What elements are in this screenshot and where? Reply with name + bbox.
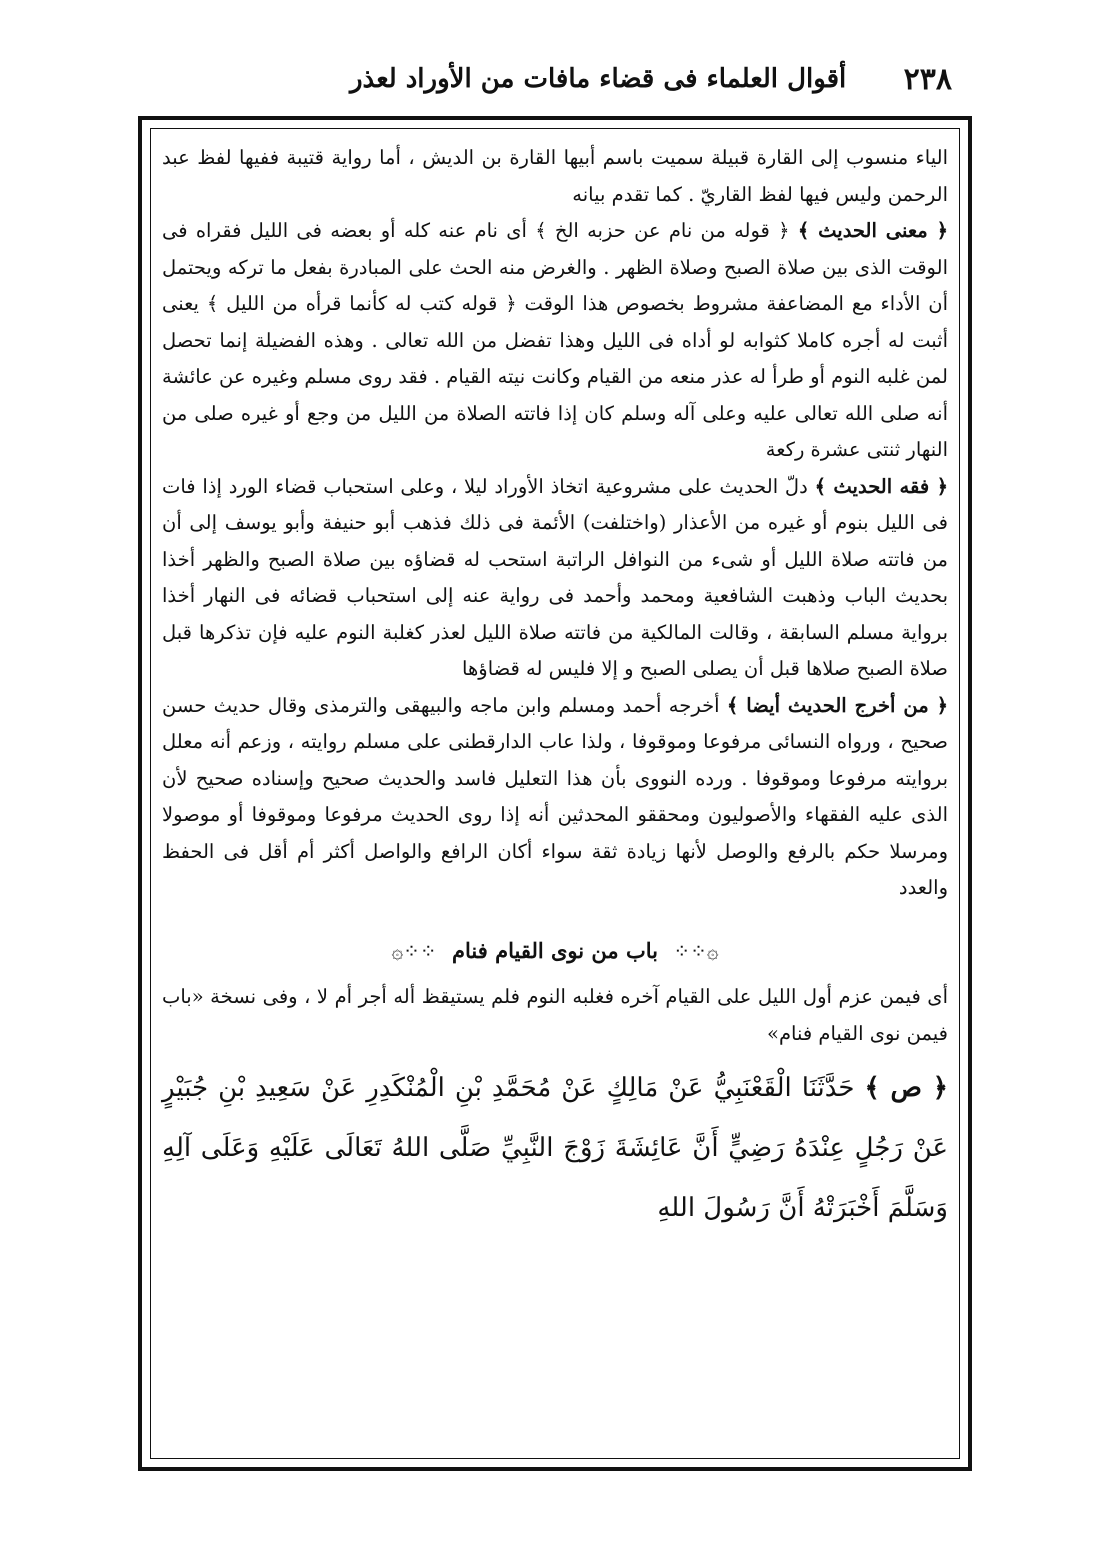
heading-takhrij: ﴿ من أخرج الحديث أيضا ﴾ [726, 693, 949, 717]
heading-meaning-of-hadith: ﴿ معنى الحديث ﴾ [797, 219, 949, 242]
ornament-right: ۞⁘⁘ [673, 938, 719, 963]
heading-fiqh-of-hadith: ﴿ فقه الحديث ﴾ [814, 474, 948, 498]
text-takhrij: أخرجه أحمد ومسلم وابن ماجه والبيهقى والترمذى وقال حديث حسن صحيح ، ورواه النسائى مرفوعا وموقوفا ، ولذا عاب الدارقطنى على مسلم روايته ، وزعم أنه معلل بروايته مرفوعا وموقوفا . ورده النووى بأن هذا التعليل فاسد والحديث صحيح وإسناده صحيح لأن الذى عليه الفقهاء والأصوليون ومحققو المحدثين أنه إذا روى الحديث مرفوعا وموقوفا أو موصولا ومرسلا حكم بالرفع والوصل لأنها زيادة ثقة سواء أكان الرافع والواصل أكثر أم أقل فى الحفظ والعدد [162, 693, 948, 899]
paragraph-meaning [162, 213, 948, 469]
page-header [150, 62, 960, 114]
running-title: أقوال العلماء فى قضاء مافات من الأوراد لعذر [350, 64, 847, 94]
paragraph-takhrij [162, 688, 948, 907]
page-body [162, 140, 948, 1458]
chapter-title: باب من نوى القيام فنام [452, 937, 658, 963]
ornament-left: ⁘⁘۞ [391, 938, 437, 963]
hadith-text-block [162, 1058, 948, 1238]
paragraph-intro: الياء منسوب إلى القارة قبيلة سميت باسم أبيها القارة بن الديش ، أما رواية قتيبة ففيها لفظ عبد الرحمن وليس فيها لفظ القاريّ . كما تقدم بيانه [162, 146, 948, 206]
hadith-isnad: حَدَّثَنَا الْقَعْنَبِيُّ عَنْ مَالِكٍ عَنْ مُحَمَّدِ بْنِ الْمُنْكَدِرِ عَنْ سَعِيدِ بْنِ جُبَيْرٍ عَنْ رَجُلٍ عِنْدَهُ رَضِيٍّ أَنَّ عَائِشَةَ زَوْجَ النَّبِيِّ صَلَّى اللهُ تَعَالَى عَلَيْهِ وَعَلَى آلِهِ وَسَلَّمَ أَخْبَرَتْهُ أَنَّ رَسُولَ اللهِ [162, 1073, 949, 1223]
quote-kutiba: ﴿ قوله كتب له كأنما قرأه من الليل ﴾ [206, 292, 517, 315]
text-fiqh: دلّ الحديث على مشروعية اتخاذ الأوراد ليلا ، وعلى استحباب قضاء الورد إذا فات فى الليل بنوم أو غيره من الأعذار (واختلفت) الأئمة فى ذلك فذهب أبو حنيفة وأبو يوسف إلى أن من فاتته صلاة الليل أو شىء من النوافل الراتبة استحب له قضاؤه بين صلاة الصبح والظهر أخذا بحديث الباب وذهبت الشافعية ومحمد وأحمد فى رواية عنه إلى استحباب قضائه فى النهار أخذا برواية مسلم السابقة ، وقالت المالكية من فاتته صلاة الليل لعذر كغلبة النوم عليه فإن تذكرها قبل صلاة الصبح صلاها قبل أن يصلى الصبح و إلا فليس له قضاؤها [162, 474, 948, 680]
quote-hizb: ﴿ قوله من نام عن حزبه الخ ﴾ [535, 219, 790, 242]
page-number: ٢٣٨ [903, 62, 952, 97]
text-meaning-1: أى نام عنه كله أو بعضه فى الليل فقراه فى الوقت الذى بين صلاة الصبح وصلاة الظهر . والغرض منه الحث على المبادرة بفعل ما تركه ويحتمل أن الأداء مع المضاعفة مشروط بخصوص هذا الوقت [162, 219, 948, 315]
paragraph-fiqh [162, 469, 948, 688]
hadith-marker: ﴿ ص ﴾ [864, 1073, 949, 1103]
paragraph-chapter-explanation: أى فيمن عزم أول الليل على القيام آخره فغلبه النوم فلم يستيقظ أله أجر أم لا ، وفى نسخة «باب فيمن نوى القيام فنام» [162, 985, 948, 1045]
text-meaning-2: يعنى أثبت له أجره كاملا كثوابه لو أداه فى الليل وهذا تفضل من الله تعالى . وهذه الفضيلة إنما تحصل لمن غلبه النوم أو طرأ له عذر منعه من القيام وكانت نيته القيام . فقد روى مسلم وغيره عن عائشة أنه صلى الله تعالى عليه وعلى آله وسلم كان إذا فاتته الصلاة من الليل من وجع أو غيره صلى من النهار ثنتى عشرة ركعة [162, 292, 948, 461]
chapter-heading [162, 933, 948, 970]
